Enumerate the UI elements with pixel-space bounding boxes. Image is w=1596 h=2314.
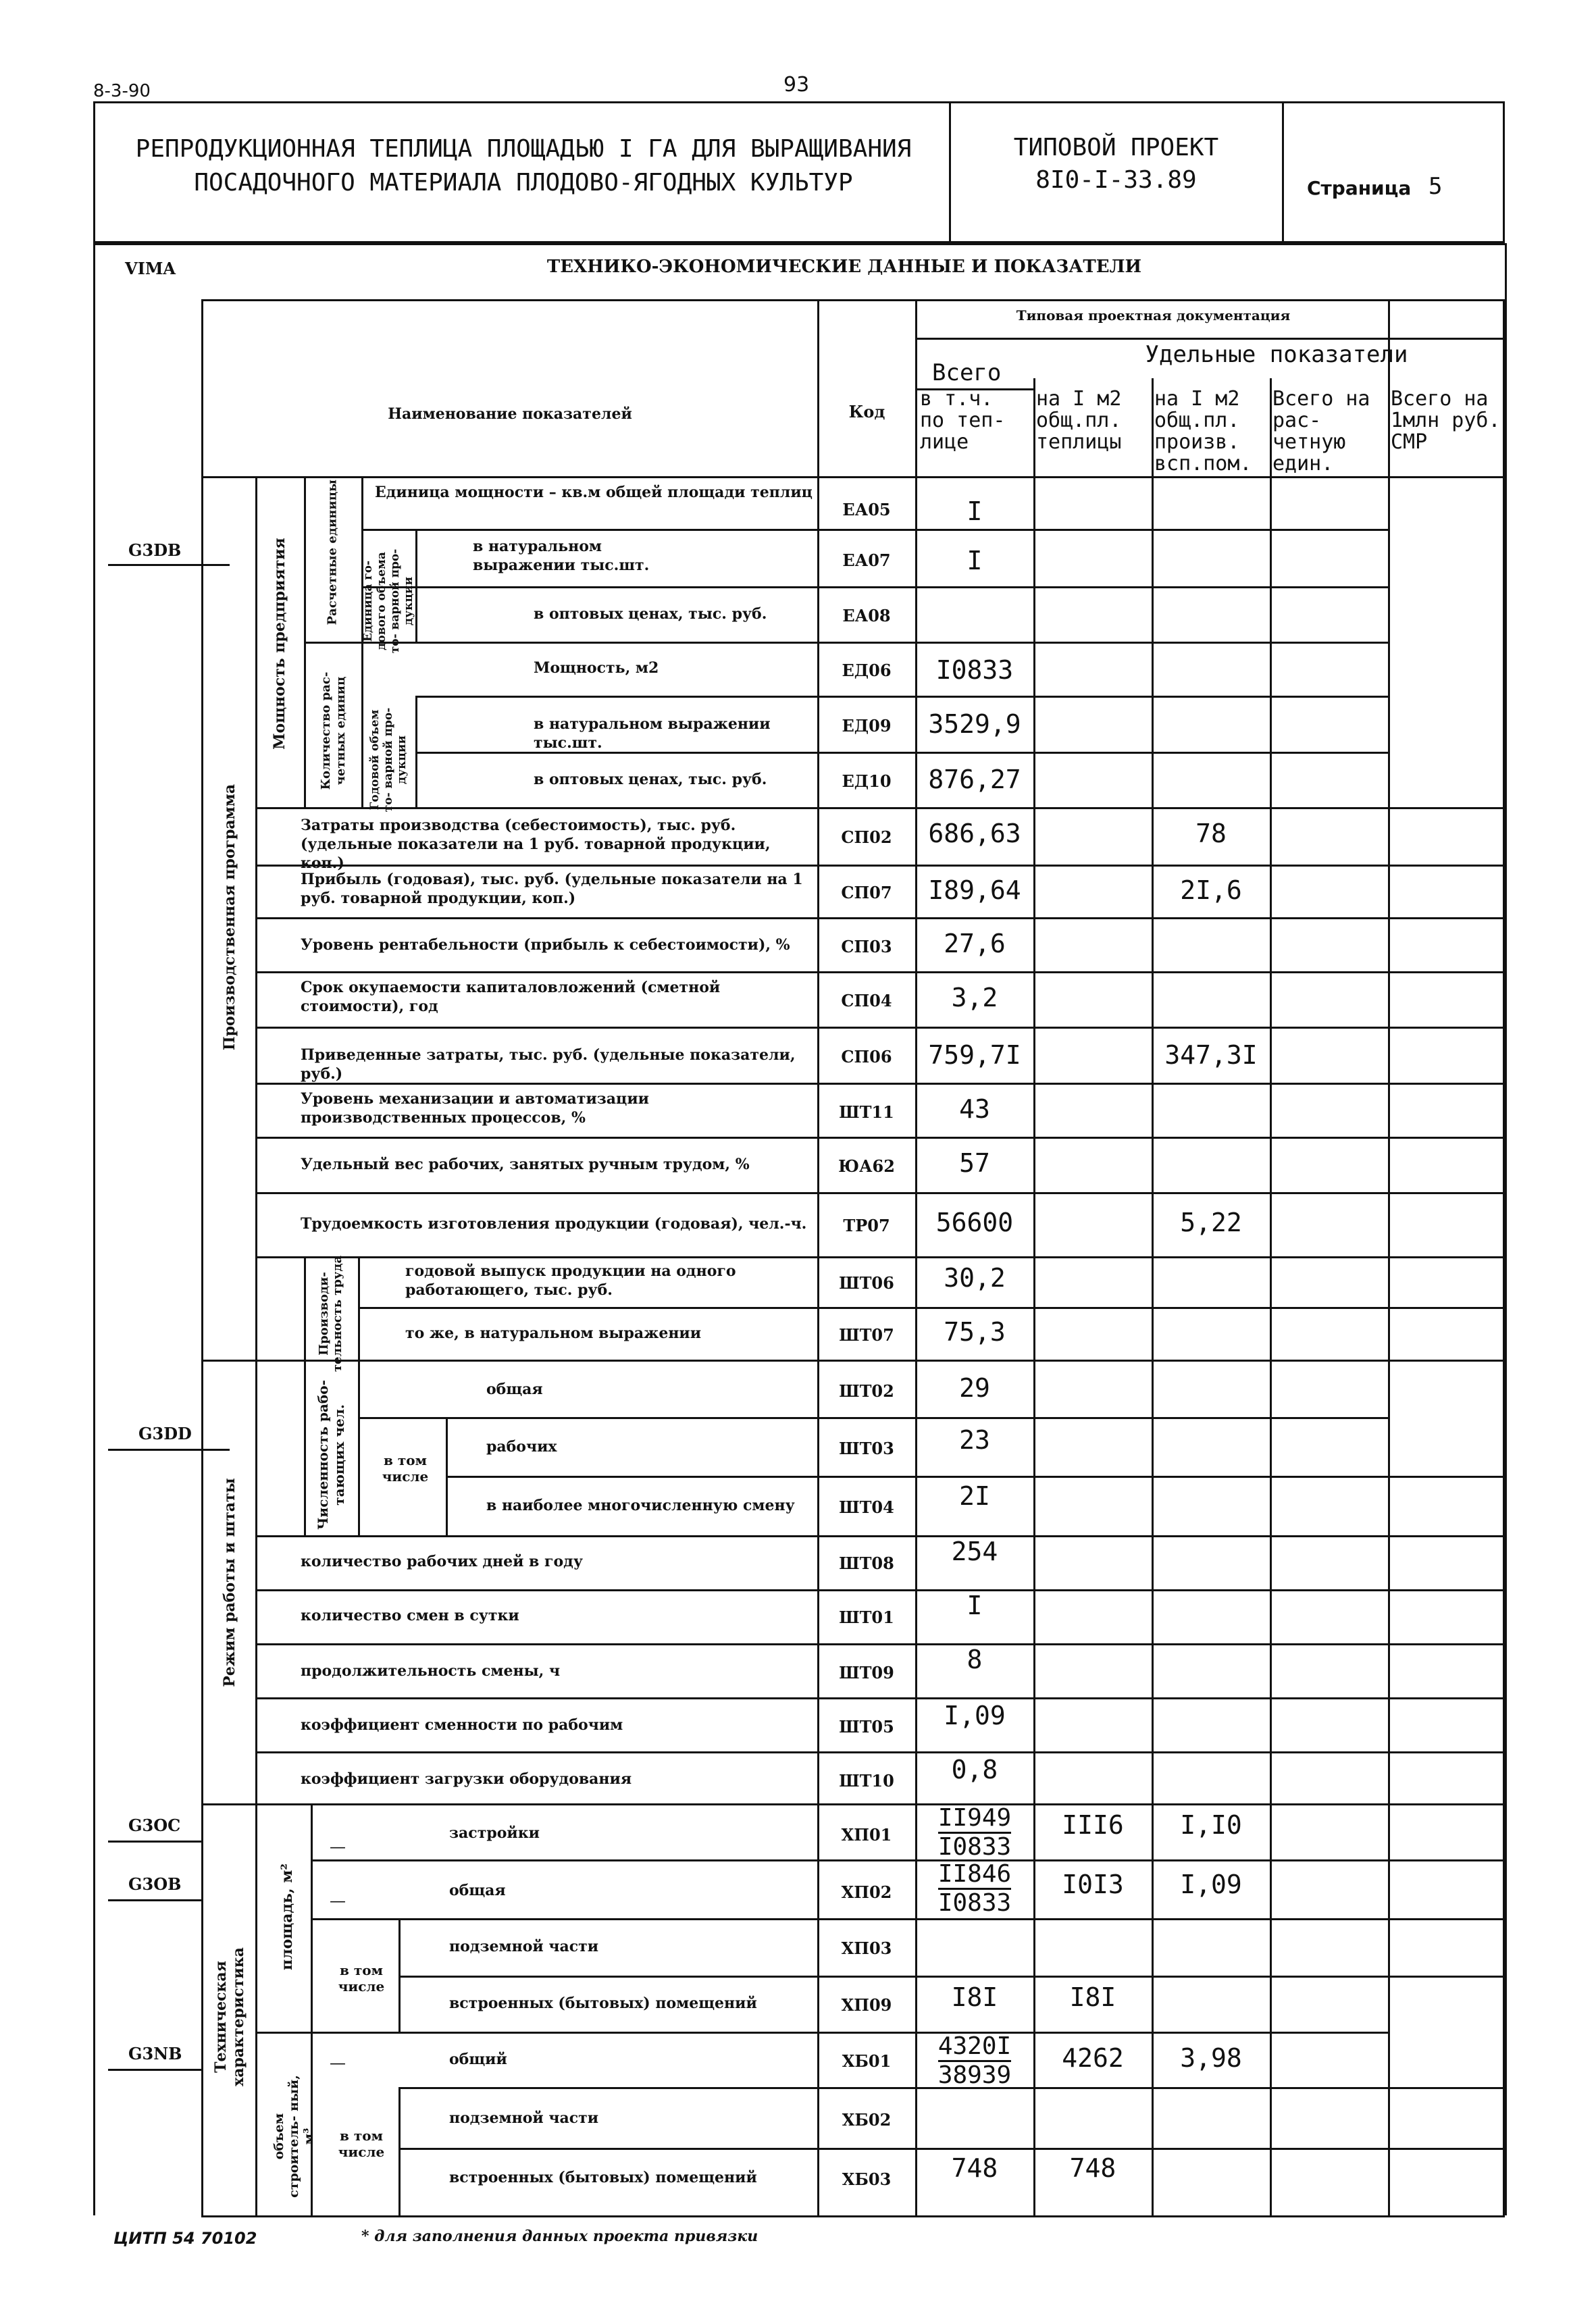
row-code: ХП01	[841, 1825, 892, 1845]
header-title-line1: РЕПРОДУКЦИОННАЯ ТЕПЛИЦА ПЛОЩАДЬЮ I ГА ДЛЯ ВЫРАЩИВАНИЯ	[135, 135, 912, 163]
row-label-sht06: годовой выпуск продукции на одного работающего, тыс. руб.	[405, 1262, 736, 1299]
row-code: ШТ03	[839, 1439, 894, 1458]
section-left-code: VIMA	[125, 259, 176, 278]
row-code: СП02	[841, 827, 892, 847]
group-productivity: Производи- тельность труда	[317, 1255, 344, 1372]
row-total-denominator: I0833	[937, 1833, 1012, 1861]
row-label-sp06: Приведенные затраты, тыс. руб. (удельные показатели, руб.)	[301, 1046, 796, 1083]
side-code-g3nb: G3NB	[128, 2044, 182, 2063]
row-total: 0,8	[951, 1755, 998, 1784]
row-per-m2: III6	[1062, 1810, 1124, 1840]
row-label-sht07: то же, в натуральном выражении	[405, 1325, 702, 1342]
row-label-tr07: Трудоемкость изготовления продукции (годовая), чел.-ч.	[301, 1215, 807, 1233]
footer-left: ЦИТП 54 70102	[113, 2229, 257, 2248]
group-annual-volume: Годовой объем то- варной про- дукции	[368, 707, 409, 813]
row-label-ed09: в натуральном выражении тыс.шт.	[534, 715, 771, 752]
row-code: ХБ02	[842, 2110, 892, 2130]
row-label-sht10: коэффициент загрузки оборудования	[301, 1770, 632, 1788]
row-code: ЕА07	[842, 550, 891, 570]
row-code: ШТ04	[839, 1497, 894, 1517]
row-total: 57	[959, 1148, 990, 1178]
row-code: СП06	[841, 1047, 892, 1066]
row-code: ШТ11	[839, 1102, 894, 1122]
area-in-that: в том числе	[338, 1962, 385, 1995]
row-code: ХБ01	[842, 2051, 892, 2071]
col-header-total: Всего	[932, 359, 1002, 386]
row-label-xp03: подземной части	[449, 1938, 599, 1955]
side-code-g3ob: G3OB	[128, 1874, 182, 1894]
row-code: ШТ08	[839, 1553, 894, 1573]
row-total: 43	[959, 1094, 990, 1124]
row-code: СП04	[841, 991, 892, 1010]
group-tech-char: Техническая характеристика	[212, 1947, 247, 2086]
volume-in-that: в том числе	[338, 2128, 385, 2160]
section-title: ТЕХНИКО-ЭКОНОМИЧЕСКИЕ ДАННЫЕ И ПОКАЗАТЕЛИ	[546, 257, 1142, 277]
row-code: ШТ07	[839, 1325, 894, 1345]
row-per-m2: 4262	[1062, 2043, 1124, 2073]
row-per-aux: I,09	[1180, 1870, 1242, 1899]
row-per-aux: 3,98	[1180, 2043, 1242, 2073]
row-code: ХП09	[841, 1995, 892, 2015]
row-total-numerator: II846	[938, 1861, 1011, 1890]
row-label-xp02: общая	[449, 1882, 506, 1899]
col-header-specific: Удельные показатели	[1145, 341, 1408, 368]
row-total: I0833	[935, 655, 1014, 685]
sheet-number: 5	[1428, 173, 1443, 200]
row-total-fraction	[917, 1805, 1032, 1861]
row-code: ХП03	[841, 1938, 892, 1958]
side-code-g3oc: G3OC	[128, 1816, 181, 1835]
row-total: I,09	[944, 1701, 1006, 1730]
group-mode-staff: Режим работы и штаты	[221, 1478, 238, 1687]
row-total: 75,3	[944, 1317, 1006, 1347]
col-header-total-incl: в т.ч. по теп- лице	[920, 387, 1006, 454]
group-headcount: Численность рабо- тающих чел.	[315, 1380, 347, 1530]
row-label-sp07: Прибыль (годовая), тыс. руб. (удельные показатели на 1 руб. товарной продукции, коп.)	[301, 871, 803, 907]
row-label-ed06: Мощность, м2	[534, 659, 659, 677]
row-total: 30,2	[944, 1263, 1006, 1293]
row-code: ЕА05	[842, 500, 891, 519]
row-code: ЕД10	[842, 771, 892, 791]
ref-date: 8-3-90	[93, 81, 151, 101]
group-production-program: Производственная программа	[221, 783, 238, 1051]
row-code: ТР07	[843, 1216, 890, 1235]
row-code: ЕД09	[842, 716, 892, 736]
row-total: 29	[959, 1373, 990, 1403]
row-per-aux: I,I0	[1180, 1810, 1242, 1840]
row-total: 23	[959, 1425, 990, 1455]
group-area: площадь, м²	[278, 1863, 296, 1971]
row-code: ЕА08	[842, 606, 891, 625]
row-label-xb02: подземной части	[449, 2109, 599, 2127]
row-label-sht09: продолжительность смены, ч	[301, 1662, 561, 1680]
row-total: 759,7I	[928, 1040, 1021, 1070]
col-header-per-mln: Всего на 1млн руб. СМР	[1391, 387, 1501, 454]
side-code-g3dd: G3DD	[138, 1424, 192, 1443]
row-label-sht01: количество смен в сутки	[301, 1607, 519, 1624]
row-total: I	[967, 496, 983, 526]
row-per-aux: 2I,6	[1180, 875, 1242, 905]
row-per-m2: I0I3	[1062, 1870, 1124, 1899]
footer-note: * для заполнения данных проекта привязки	[361, 2228, 758, 2245]
col-header-per-m2-green: на I м2 общ.пл. теплицы	[1036, 387, 1122, 454]
row-code: ЮА62	[838, 1156, 895, 1176]
row-code: ШТ06	[839, 1273, 894, 1293]
row-total: 56600	[935, 1208, 1014, 1237]
sheet-label: Страница	[1307, 177, 1412, 199]
row-per-aux: 78	[1195, 819, 1227, 848]
project-number: 8I0-I-33.89	[1035, 166, 1197, 194]
header-title-line2: ПОСАДОЧНОГО МАТЕРИАЛА ПЛОДОВО-ЯГОДНЫХ КУЛЬТУР	[194, 169, 853, 197]
row-total: 748	[951, 2153, 998, 2183]
row-total-denominator: I0833	[937, 1889, 1012, 1917]
row-label-xb01: общий	[449, 2051, 507, 2068]
row-total: 2I	[959, 1481, 990, 1511]
row-code: ШТ01	[839, 1608, 894, 1627]
row-code: ШТ05	[839, 1717, 894, 1737]
col-header-per-unit: Всего на рас- четную един.	[1272, 387, 1370, 475]
row-total-denominator: 38939	[937, 2061, 1012, 2089]
row-label-ea08: в оптовых ценах, тыс. руб.	[534, 605, 767, 623]
row-label-ea07: в натуральном выражении тыс.шт.	[473, 538, 650, 574]
row-code: ХБ03	[842, 2169, 892, 2189]
group-annual-unit: Единица го- дового объема то- варной про- дукции	[361, 548, 415, 654]
row-code: ШТ10	[839, 1771, 894, 1791]
group-calc-units: Расчетные единицы	[325, 479, 340, 625]
group-calc-units-count: Количество рас- четных единиц	[319, 671, 348, 790]
row-label-sp03: Уровень рентабельности (прибыль к себестоимости), %	[301, 936, 790, 954]
col-header-doc-group: Типовая проектная документация	[1016, 307, 1291, 324]
row-total: 3529,9	[928, 709, 1021, 739]
row-total-numerator: 4320I	[938, 2033, 1011, 2062]
row-label-ed10: в оптовых ценах, тыс. руб.	[534, 771, 767, 788]
row-total: 686,63	[928, 819, 1021, 848]
row-label-yua62: Удельный вес рабочих, занятых ручным трудом, %	[301, 1156, 750, 1173]
row-label-ea05: Единица мощности – кв.м общей площади теплиц	[375, 484, 813, 501]
row-per-aux: 347,3I	[1164, 1040, 1258, 1070]
row-label-xp09: встроенных (бытовых) помещений	[449, 1995, 757, 2012]
row-total: I	[967, 546, 983, 575]
col-header-name: Наименование показателей	[388, 405, 632, 423]
row-total: 254	[951, 1537, 998, 1566]
group-capacity: Мощность предприятия	[271, 538, 288, 750]
row-label-sht08: количество рабочих дней в году	[301, 1553, 583, 1570]
project-type: ТИПОВОЙ ПРОЕКТ	[1013, 134, 1219, 161]
side-code-g3db: G3DB	[128, 540, 182, 560]
row-code: ХП02	[841, 1882, 892, 1902]
col-header-code: Код	[848, 402, 885, 421]
row-total-numerator: II949	[938, 1805, 1011, 1834]
row-label-sht05: коэффициент сменности по рабочим	[301, 1716, 623, 1734]
row-total: I89,64	[928, 875, 1021, 905]
row-total: 876,27	[928, 765, 1021, 794]
page-number: 93	[783, 73, 810, 97]
group-volume: объем строитель- ный, м³	[272, 2075, 316, 2198]
row-per-aux: 5,22	[1180, 1208, 1242, 1237]
row-total-fraction	[917, 1861, 1032, 1917]
row-label-xb03: встроенных (бытовых) помещений	[449, 2169, 757, 2186]
headcount-in-that: в том числе	[382, 1452, 429, 1485]
row-code: ШТ09	[839, 1663, 894, 1682]
row-total: 8	[967, 1645, 983, 1674]
row-label-xp01: застройки	[449, 1824, 540, 1842]
row-label-sht03: рабочих	[486, 1438, 557, 1456]
row-code: СП07	[841, 883, 892, 902]
row-code: СП03	[841, 937, 892, 956]
row-label-sp04: Срок окупаемости капиталовложений (сметной стоимости), год	[301, 979, 721, 1015]
row-label-sht02: общая	[486, 1381, 543, 1398]
row-code: ЕД06	[842, 661, 892, 680]
row-total: I	[967, 1591, 983, 1620]
row-per-m2: I8I	[1069, 1982, 1116, 2012]
row-total-fraction	[917, 2033, 1032, 2089]
row-per-m2: 748	[1069, 2153, 1116, 2183]
row-total: 3,2	[951, 983, 998, 1012]
row-total: I8I	[951, 1982, 998, 2012]
row-label-sp02: Затраты производства (себестоимость), тыс. руб. (удельные показатели на 1 руб. товарной продукции, коп.)	[301, 817, 771, 872]
row-code: ШТ02	[839, 1381, 894, 1401]
row-total: 27,6	[944, 929, 1006, 958]
row-label-sht04: в наиболее многочисленную смену	[486, 1497, 795, 1514]
col-header-per-m2-aux: на I м2 общ.пл. произв. всп.пом.	[1154, 387, 1252, 475]
row-label-sht11: Уровень механизации и автоматизации производственных процессов, %	[301, 1090, 649, 1127]
